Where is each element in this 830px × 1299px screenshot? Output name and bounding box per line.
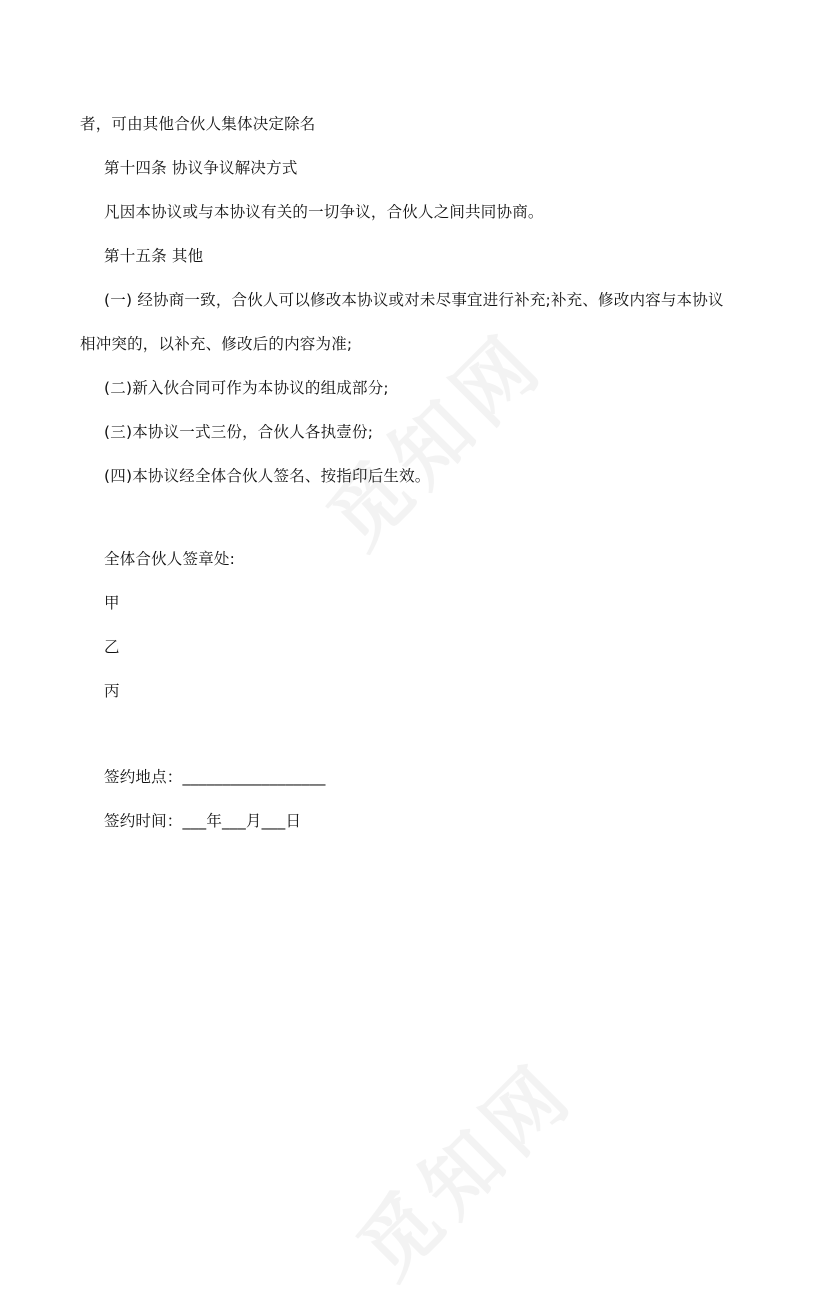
signing-date: 签约时间：___年___月___日 [104, 812, 302, 830]
clause-3: (三)本协议一式三份，合伙人各执壹份; [104, 423, 374, 441]
article-14-heading: 第十四条 协议争议解决方式 [104, 159, 298, 177]
watermark-lower [329, 1033, 595, 1299]
article-14-body: 凡因本协议或与本协议有关的一切争议，合伙人之间共同协商。 [104, 203, 544, 221]
clause-1-line-2: 相冲突的，以补充、修改后的内容为准; [80, 335, 353, 353]
signature-heading: 全体合伙人签章处: [104, 550, 236, 568]
clause-1-line-1: (一) 经协商一致，合伙人可以修改本协议或对未尽事宜进行补充;补充、修改内容与本协议 [104, 291, 724, 309]
signatory-a: 甲 [104, 594, 120, 612]
signatory-c: 丙 [104, 682, 120, 700]
signatory-b: 乙 [104, 638, 120, 656]
text-line-continuation: 者，可由其他合伙人集体决定除名 [80, 115, 316, 133]
clause-4: (四)本协议经全体合伙人签名、按指印后生效。 [104, 467, 431, 485]
clause-2: (二)新入伙合同可作为本协议的组成部分; [104, 379, 389, 397]
signing-place: 签约地点：__________________ [104, 768, 326, 786]
article-15-heading: 第十五条 其他 [104, 247, 204, 265]
